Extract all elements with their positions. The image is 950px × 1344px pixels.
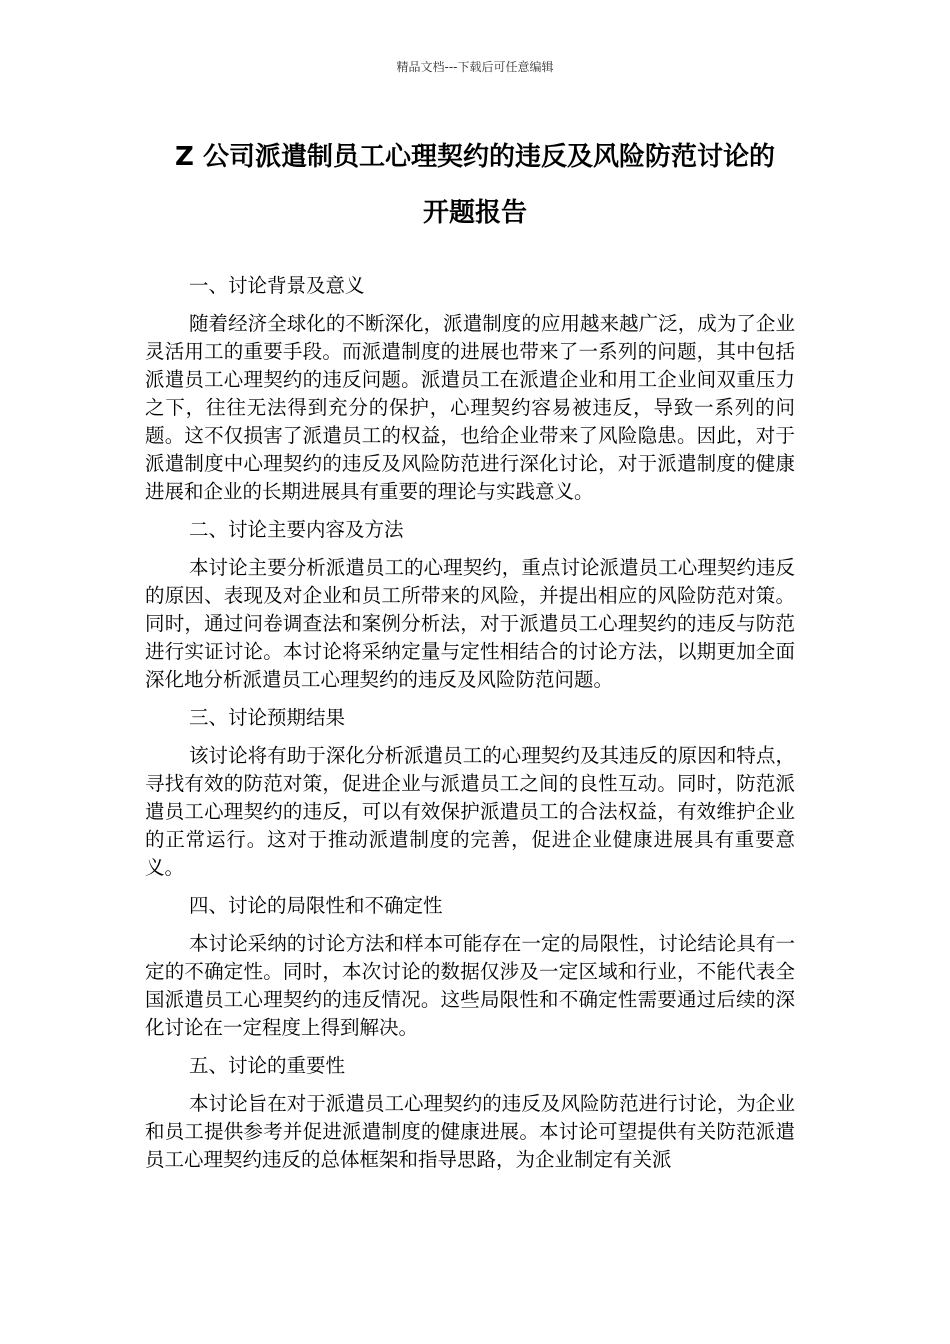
section-paragraph-limitations: 本讨论采纳的讨论方法和样本可能存在一定的局限性，讨论结论具有一定的不确定性。同时，本次讨论的数据仅涉及一定区域和行业，不能代表全国派遣员工心理契约的违反情况。这些局限性和不确定性需要通过后续的深化讨论在一定程度上得到解决。 — [145, 932, 795, 1039]
section-heading-expected-results: 三、讨论预期结果 — [189, 706, 346, 729]
section-paragraph-background: 随着经济全球化的不断深化，派遣制度的应用越来越广泛，成为了企业灵活用工的重要手段。而派遣制度的进展也带来了一系列的问题，其中包括派遣员工心理契约的违反问题。派遣员工在派遣企业和用工企业间双重压力之下，往往无法得到充分的保护，心理契约容易被违反，导致一系列的问题。这不仅损害了派遣员工的权益，也给企业带来了风险隐患。因此，对于派遣制度中心理契约的违反及风险防范进行深化讨论，对于派遣制度的健康进展和企业的长期进展具有重要的理论与实践意义。 — [145, 312, 795, 503]
document-title-line-1: Z 公司派遣制员工心理契约的违反及风险防范讨论的 — [175, 142, 775, 172]
section-paragraph-expected-results: 该讨论将有助于深化分析派遣员工的心理契约及其违反的原因和特点，寻找有效的防范对策，促进企业与派遣员工之间的良性互动。同时，防范派遣员工心理契约的违反，可以有效保护派遣员工的合法权益，有效维护企业的正常运行。这对于推动派遣制度的完善，促进企业健康进展具有重要意义。 — [145, 744, 795, 879]
section-heading-importance: 五、讨论的重要性 — [189, 1054, 346, 1077]
section-paragraph-content-methods: 本讨论主要分析派遣员工的心理契约，重点讨论派遣员工心理契约违反的原因、表现及对企业和员工所带来的风险，并提出相应的风险防范对策。同时，通过问卷调查法和案例分析法，对于派遣员工心理契约的违反与防范进行实证讨论。本讨论将采纳定量与定性相结合的讨论方法，以期更加全面深化地分析派遣员工心理契约的违反及风险防范问题。 — [145, 556, 795, 691]
section-heading-limitations: 四、讨论的局限性和不确定性 — [189, 894, 443, 917]
section-paragraph-importance: 本讨论旨在对于派遣员工心理契约的违反及风险防范进行讨论，为企业和员工提供参考并促进派遣制度的健康进展。本讨论可望提供有关防范派遣员工心理契约违反的总体框架和指导思路，为企业制定有关派 — [145, 1092, 795, 1171]
document-body — [145, 272, 795, 1174]
section-heading-content-methods: 二、讨论主要内容及方法 — [189, 518, 404, 541]
header-watermark: 精品文档---下载后可任意编辑 — [396, 60, 554, 74]
section-heading-background: 一、讨论背景及意义 — [189, 274, 365, 297]
document-title-line-2: 开题报告 — [422, 198, 527, 228]
